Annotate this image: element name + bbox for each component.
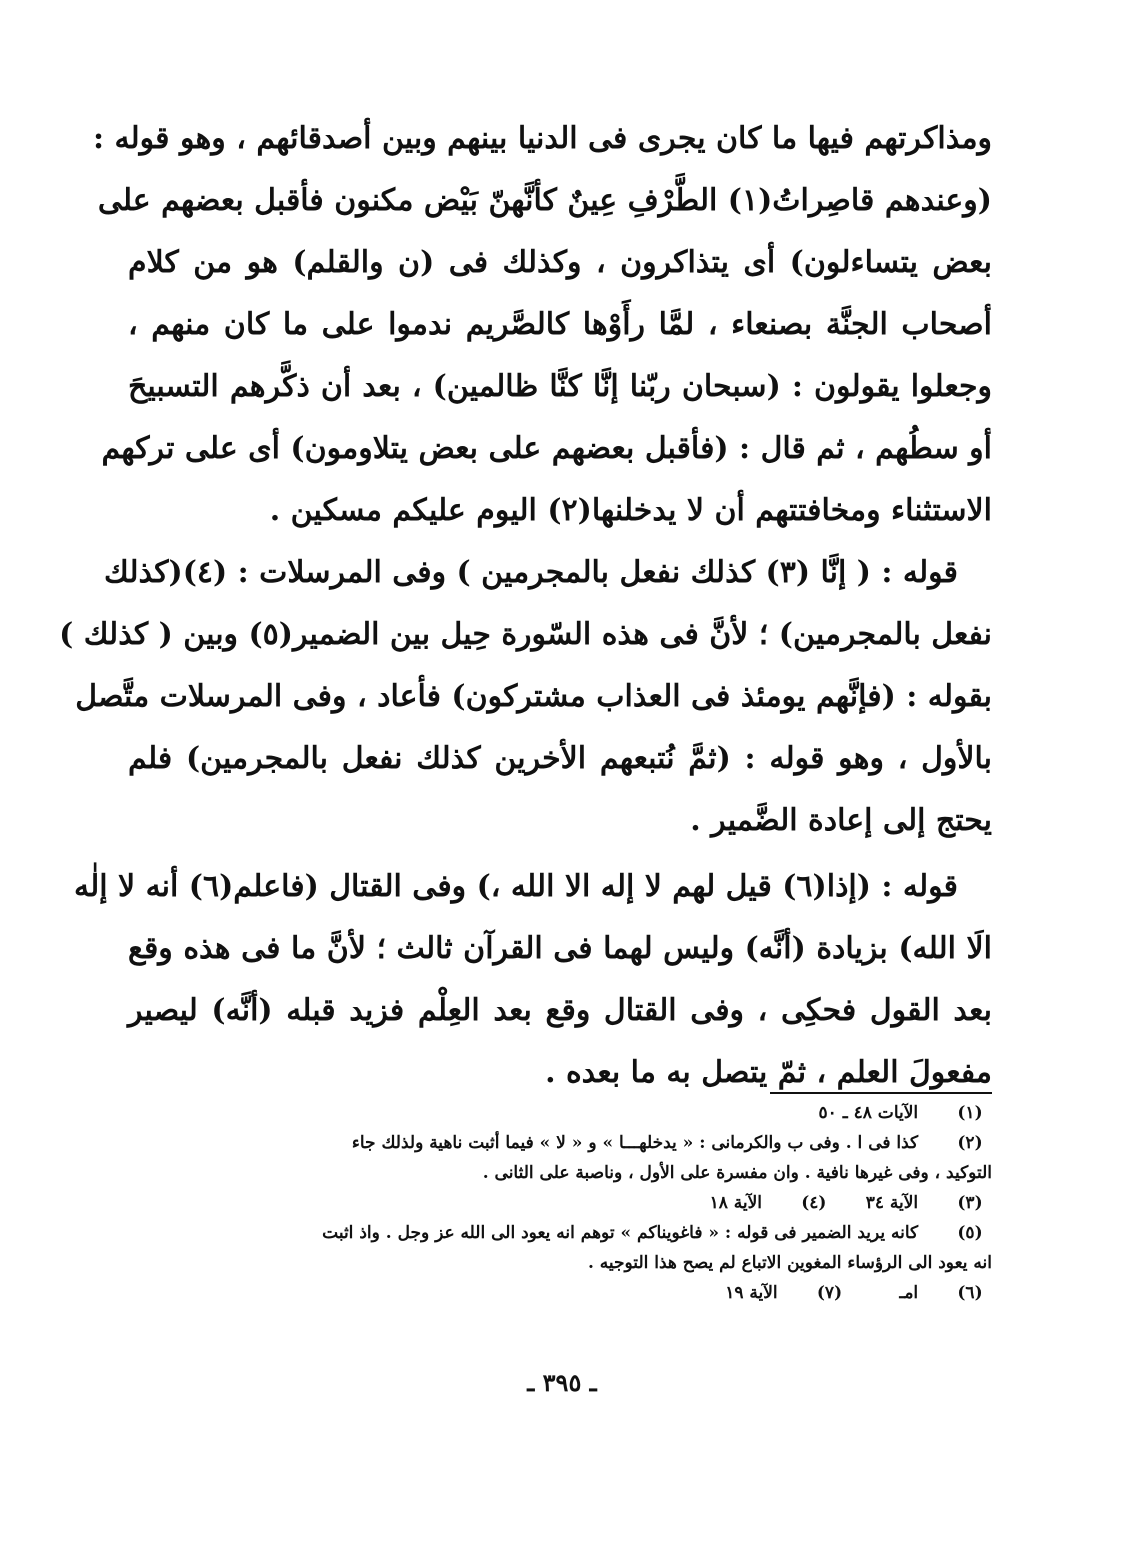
- footnote-number: (٤): [801, 1193, 827, 1213]
- text-line: قوله : (إذا(٦) قيل لهم لا إله الا الله ،) وفى القتال (فاعلم(٦) أنه لا إلٰه: [74, 869, 958, 904]
- text-line: مفعولَ العلم ، ثمّ يتصل به ما بعده .: [545, 1055, 992, 1090]
- text-line: (وعندهم قاصِراتُ(١) الطَّرْفِ عِينٌ كأنَّهنّ بَيْض مكنون فأقبل بعضهم على: [97, 183, 992, 218]
- footnote-1: [128, 1098, 992, 1128]
- footnote-divider: [770, 1092, 992, 1094]
- footnote-number: (٣): [957, 1193, 983, 1213]
- text-line: أصحاب الجنَّة بصنعاء ، لمَّا رأَوْها كالصَّريم ندموا على ما كان منهم ،: [128, 307, 992, 342]
- footnote-3-4: [128, 1188, 992, 1218]
- text-line: قوله : ( إنَّا (٣) كذلك نفعل بالمجرمين ) وفى المرسلات : (٤)(كذلك: [104, 555, 958, 590]
- text-line: وجعلوا يقولون : (سبحان ربّنا إنَّا كنَّا ظالمين) ، بعد أن ذكَّرهم التسبيحَ: [128, 369, 992, 404]
- footnote-text: الآية ١٨: [709, 1193, 763, 1213]
- footnote-number: (٧): [816, 1283, 843, 1303]
- text-line: بالأول ، وهو قوله : (ثمَّ نُتبعهم الأخرين كذلك نفعل بالمجرمين) فلم: [128, 741, 993, 776]
- footnote-5: [128, 1218, 992, 1248]
- footnote-5-continuation: انه يعود الى الرؤساء المغوين الاتباع لم يصح هذا التوجيه .: [587, 1253, 992, 1273]
- footnote-2: [128, 1128, 992, 1158]
- footnote-text: الآيات ٤٨ ـ ٥٠: [818, 1103, 919, 1123]
- text-line: نفعل بالمجرمين) ؛ لأنَّ فى هذه السّورة حِيل بين الضمير(٥) وبين ( كذلك ): [59, 617, 992, 652]
- footnote-number: (٦): [957, 1283, 983, 1303]
- text-line: يحتج إلى إعادة الضَّمير .: [690, 803, 992, 838]
- text-line: ومذاكرتهم فيها ما كان يجرى فى الدنيا بينهم وبين أصدقائهم ، وهو قوله :: [92, 121, 992, 156]
- footnote-2-continuation: التوكيد ، وفى غيرها نافية . وان مفسرة على الأول ، وناصبة على الثانى .: [482, 1163, 992, 1183]
- text-line: بعض يتساءلون) أى يتذاكرون ، وكذلك فى (ن والقلم) هو من كلام: [128, 245, 992, 280]
- footnote-number: (٥): [957, 1223, 983, 1243]
- text-line: الاستثناء ومخافتتهم أن لا يدخلنها(٢) اليوم عليكم مسكين .: [269, 493, 992, 528]
- footnote-number: (١): [957, 1103, 983, 1123]
- footnote-text: الآية ٣٤: [865, 1193, 919, 1213]
- footnote-text: كانه يريد الضمير فى قوله : « فاغويناكم » توهم انه يعود الى الله عز وجل . واذ اثبت: [322, 1223, 919, 1243]
- text-line: أو سطُهم ، ثم قال : (فأقبل بعضهم على بعض يتلاومون) أى على تركهم: [101, 431, 992, 466]
- footnote-text: الآية ١٩: [725, 1283, 778, 1303]
- footnotes: [128, 1098, 992, 1308]
- text-line: الَا الله) بزيادة (أنَّه) وليس لهما فى القرآن ثالث ؛ لأنَّ ما فى هذه وقع: [128, 931, 992, 966]
- text-line: بقوله : (فإنَّهم يومئذ فى العذاب مشتركون) فأعاد ، وفى المرسلات متَّصل: [75, 679, 992, 714]
- footnote-6-7: [128, 1278, 992, 1308]
- footnote-text: كذا فى ا . وفى ب والكرمانى : « يدخلهـــا » و « لا » فيما أثبت ناهية ولذلك جاء: [351, 1133, 919, 1153]
- main-text: [59, 108, 993, 1104]
- footnote-text: امـ: [899, 1283, 919, 1303]
- footnote-number: (٢): [957, 1133, 983, 1153]
- text-line: بعد القول فحكِى ، وفى القتال وقع بعد العِلْم فزيد قبله (أنَّه) ليصير: [128, 993, 992, 1028]
- page-number: ـ ٣٩٥ ـ: [527, 1368, 597, 1397]
